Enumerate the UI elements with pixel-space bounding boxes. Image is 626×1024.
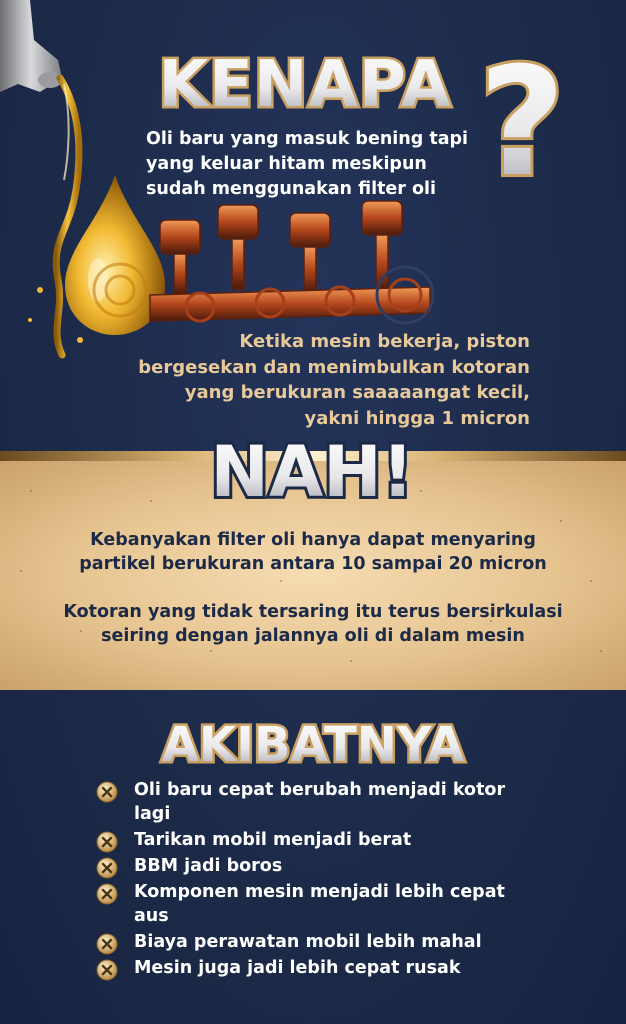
explain-text: Ketika mesin bekerja, piston bergesekan dan menimbulkan kotoran yang berukuran saaaaangat kecil, yakni hingga 1 micron: [138, 331, 530, 429]
circulation-paragraph: Kotoran yang tidak tersaring itu terus bersirkulasi seiring dengan jalannya oli di dalam mesin: [63, 602, 563, 646]
title-akibatnya: [148, 708, 478, 772]
title-kenapa-text: KENAPA: [158, 48, 452, 120]
x-circle-icon: [96, 933, 118, 955]
x-circle-icon: [96, 781, 118, 803]
consequence-item: [96, 778, 516, 826]
title-nah: [210, 430, 415, 510]
consequence-item: [96, 880, 516, 928]
x-circle-icon: [96, 959, 118, 981]
engine-pistons-illustration: [140, 195, 440, 335]
consequence-label: Biaya perawatan mobil lebih mahal: [134, 932, 482, 952]
x-circle-icon: [96, 857, 118, 879]
consequence-label: Oli baru cepat berubah menjadi kotor lagi: [134, 780, 506, 824]
title-kenapa: [140, 44, 470, 120]
svg-text:NAH!: NAH!: [210, 431, 414, 510]
consequence-label: Tarikan mobil menjadi berat: [134, 830, 412, 850]
svg-text:?: ?: [478, 44, 566, 194]
consequence-label: Mesin juga jadi lebih cepat rusak: [134, 958, 461, 978]
filter-paragraph: Kebanyakan filter oli hanya dapat menyaring partikel berukuran antara 10 sampai 20 micron: [79, 530, 547, 574]
consequence-item: [96, 956, 516, 980]
x-circle-icon: [96, 883, 118, 905]
consequence-label: Komponen mesin menjadi lebih cepat aus: [134, 882, 505, 926]
consequence-label: BBM jadi boros: [134, 856, 283, 876]
consequence-item: [96, 828, 516, 852]
consequence-list: [96, 778, 516, 982]
intro-text: Oli baru yang masuk bening tapi yang keluar hitam meskipun sudah menggunakan filter oli: [146, 129, 469, 199]
x-circle-icon: [96, 831, 118, 853]
consequence-item: [96, 854, 516, 878]
svg-text:AKIBATNYA: AKIBATNYA: [161, 717, 465, 772]
consequence-item: [96, 930, 516, 954]
